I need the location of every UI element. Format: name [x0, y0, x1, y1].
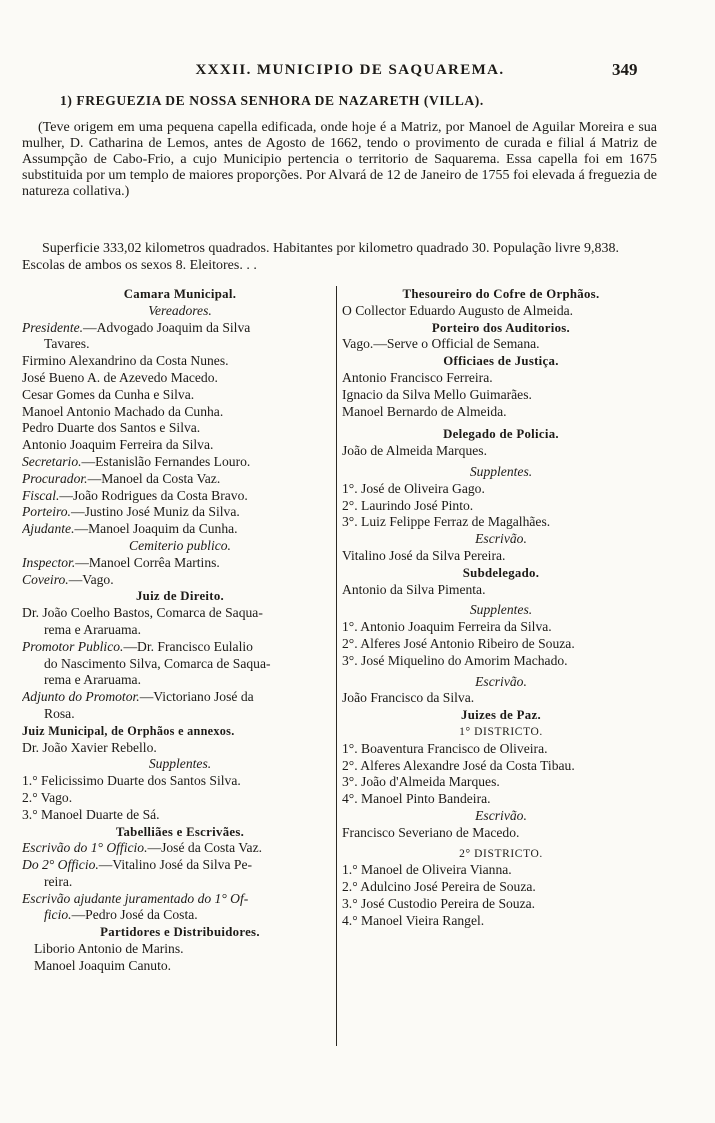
cemiterio-heading: Cemiterio publico. [129, 537, 231, 553]
distrito-2-item: 4.° Manoel Vieira Rangel. [342, 912, 485, 928]
coveiro-role: Coveiro. [22, 571, 69, 587]
adjunto-line [22, 689, 338, 706]
coveiro-name: —Vago. [68, 571, 114, 587]
secretario-role: Secretario. [22, 453, 82, 469]
promotor-line-cont: do Nascimento Silva, Comarca de Saqua- [44, 655, 271, 671]
partidor-item: Manoel Joaquim Canuto. [34, 957, 172, 973]
supplente-item: 3.° Manoel Duarte de Sá. [22, 806, 160, 822]
thesoureiro-heading: Thesoureiro do Cofre de Orphãos. [402, 287, 600, 301]
inspector-name: —Manoel Corrêa Martins. [75, 554, 220, 570]
escrivao-ajudante-line-cont [22, 907, 338, 924]
fiscal-role: Fiscal. [22, 487, 60, 503]
presidente-name: —Advogado Joaquim da Silva [83, 319, 251, 335]
distrito-1-heading: 1° DISTRICTO. [459, 725, 543, 738]
porteiro-line [22, 504, 338, 521]
page-number: 349 [612, 60, 638, 79]
escrivao-2-line-cont: reira. [44, 873, 73, 889]
vereador-item: Cesar Gomes da Cunha e Silva. [22, 386, 195, 402]
vereador-item: Pedro Duarte dos Santos e Silva. [22, 420, 201, 436]
porteiro-name: —Justino José Muniz da Silva. [70, 504, 240, 520]
delegado-supplente-item: 2°. Laurindo José Pinto. [342, 497, 474, 513]
thesoureiro-name: O Collector Eduardo Augusto de Almeida. [342, 302, 574, 318]
adjunto-line-cont: Rosa. [44, 705, 75, 721]
adjunto-role: Adjunto do Promotor. [22, 689, 140, 705]
distrito-2-item: 3.° José Custodio Pereira de Souza. [342, 895, 536, 911]
promotor-name: —Dr. Francisco Eulalio [123, 638, 253, 654]
adjunto-name: —Victoriano José da [139, 689, 254, 705]
distrito-1-item: 1°. Boaventura Francisco de Oliveira. [342, 740, 548, 756]
subdelegado-supplentes-heading: Supplentes. [469, 602, 533, 618]
coveiro-line [22, 572, 338, 589]
escrivao-ajudante-line [22, 891, 338, 908]
delegado-name: João de Almeida Marques. [342, 443, 487, 459]
ajudante-line [22, 521, 338, 538]
presidente-line-cont: Tavares. [44, 336, 90, 352]
delegado-escrivao-name: Vitalino José da Silva Pereira. [342, 547, 506, 563]
supplente-item: 2.° Vago. [22, 789, 73, 805]
juiz-direito-heading: Juiz de Direito. [135, 589, 225, 604]
escrivao-2-line [22, 857, 338, 874]
camara-heading: Camara Municipal. [123, 287, 237, 301]
porteiro-auditorios-heading: Porteiro dos Auditorios. [431, 320, 571, 335]
distrito-1-item: 3°. João d'Almeida Marques. [342, 774, 500, 790]
juiz-municipal-heading: Juiz Municipal, de Orphãos e annexos. [22, 723, 235, 738]
presidente-role: Presidente. [22, 319, 84, 335]
official-item: Antonio Francisco Ferreira. [342, 369, 493, 385]
escrivao-1-name: —José da Costa Vaz. [147, 840, 263, 856]
escrivao-1-line [22, 840, 338, 857]
vereador-item: José Bueno A. de Azevedo Macedo. [22, 369, 218, 385]
distrito-1-escrivao-heading: Escrivão. [475, 807, 527, 823]
delegado-heading: Delegado de Policia. [443, 427, 559, 442]
fiscal-line [22, 488, 338, 505]
escrivao-ajudante-name: —Pedro José da Costa. [71, 907, 198, 923]
juiz-direito-line: Dr. João Coelho Bastos, Comarca de Saqua- [22, 605, 263, 621]
running-header: XXXII. MUNICIPIO DE SAQUAREMA. [195, 62, 505, 78]
promotor-role: Promotor Publico. [22, 638, 124, 654]
subdelegado-name: Antonio da Silva Pimenta. [342, 581, 486, 597]
escrivao-1-role: Escrivão do 1° Officio. [22, 840, 148, 856]
delegado-escrivao-heading: Escrivão. [475, 531, 527, 547]
subdelegado-supplente-item: 2°. Alferes José Antonio Ribeiro de Souza. [342, 635, 575, 651]
juizes-paz-heading: Juizes de Paz. [461, 708, 541, 723]
procurador-line [22, 471, 338, 488]
ajudante-name: —Manoel Joaquim da Cunha. [74, 521, 238, 537]
distrito-1-item: 2°. Alferes Alexandre José da Costa Tibau. [342, 757, 575, 773]
distrito-2-item: 2.° Adulcino José Pereira de Souza. [342, 879, 536, 895]
vereador-item: Firmino Alexandrino da Costa Nunes. [22, 353, 229, 369]
juiz-direito-line-cont: rema e Araruama. [44, 621, 141, 637]
vereador-item: Antonio Joaquim Ferreira da Silva. [22, 437, 214, 453]
distrito-1-item: 4°. Manoel Pinto Bandeira. [342, 791, 491, 807]
subdelegado-heading: Subdelegado. [462, 565, 540, 580]
secretario-name: —Estanislão Fernandes Louro. [81, 453, 251, 469]
delegado-supplente-item: 1°. José de Oliveira Gago. [342, 480, 485, 496]
subdelegado-escrivao-name: João Francisco da Silva. [342, 690, 475, 706]
porteiro-role: Porteiro. [22, 504, 71, 520]
inspector-line [22, 555, 338, 572]
promotor-line-cont: rema e Araruama. [44, 672, 141, 688]
juiz-municipal-name: Dr. João Xavier Rebello. [22, 739, 157, 755]
procurador-role: Procurador. [22, 470, 88, 486]
promotor-line [22, 639, 338, 656]
statistics-paragraph: Superficie 333,02 kilometros quadrados. Habitantes por kilometro quadrado 30. População livre 9,838. Escolas de ambos os sexos 8. Eleitores. . . [22, 241, 619, 273]
fiscal-name: —João Rodrigues da Costa Bravo. [59, 487, 248, 503]
left-column [22, 286, 338, 975]
right-column [342, 286, 660, 929]
escrivao-ajudante-role-cont: ficio. [44, 907, 72, 923]
tabelliaes-heading: Tabelliães e Escrivães. [115, 824, 245, 839]
supplente-item: 1.° Felicissimo Duarte dos Santos Silva. [22, 773, 241, 789]
distrito-1-escrivao-name: Francisco Severiano de Macedo. [342, 824, 520, 840]
porteiro-auditorios-name: Vago.—Serve o Official de Semana. [342, 336, 540, 352]
delegado-supplente-item: 3°. Luiz Felippe Ferraz de Magalhães. [342, 514, 551, 530]
distrito-2-heading: 2° DISTRICTO. [459, 847, 543, 860]
distrito-2-item: 1.° Manoel de Oliveira Vianna. [342, 862, 512, 878]
ajudante-role: Ajudante. [22, 521, 75, 537]
official-item: Ignacio da Silva Mello Guimarães. [342, 386, 532, 402]
subdelegado-supplente-item: 3°. José Miquelino do Amorim Machado. [342, 652, 568, 668]
vereadores-heading: Vereadores. [148, 302, 212, 318]
officiaes-heading: Officiaes de Justiça. [443, 354, 559, 369]
inspector-role: Inspector. [22, 554, 76, 570]
official-item: Manoel Bernardo de Almeida. [342, 403, 507, 419]
partidores-heading: Partidores e Distribuidores. [100, 925, 260, 940]
history-paragraph: (Teve origem em uma pequena capella edificada, onde hoje é a Matriz, por Manoel de Aguilar Moreira e sua mulher, D. Catharina de Lemos, antes de Agosto de 1662, tendo o provimento de curada e filial á Matriz de Assumpção de Cabo-Frio, a cujo Municipio pertencia o territorio de Saquarema. Essa capella foi em 1675 substituida por um templo de maiores proporções. Por Alvará de 12 de Janeiro de 1755 foi elevada á freguezia de natureza collativa.) [22, 120, 657, 199]
vereador-item: Manoel Antonio Machado da Cunha. [22, 403, 224, 419]
section-title: 1) FREGUEZIA DE NOSSA SENHORA DE NAZARETH (VILLA). [60, 93, 484, 108]
procurador-name: —Manoel da Costa Vaz. [87, 470, 221, 486]
subdelegado-supplente-item: 1°. Antonio Joaquim Ferreira da Silva. [342, 619, 552, 635]
escrivao-2-role: Do 2° Officio. [22, 857, 99, 873]
presidente-line [22, 320, 338, 337]
supplentes-heading: Supplentes. [148, 756, 212, 772]
secretario-line [22, 454, 338, 471]
escrivao-2-name: —Vitalino José da Silva Pe- [98, 857, 253, 873]
partidor-item: Liborio Antonio de Marins. [34, 941, 184, 957]
delegado-supplentes-heading: Supplentes. [469, 463, 533, 479]
escrivao-ajudante-role: Escrivão ajudante juramentado do 1° Of- [22, 890, 249, 906]
subdelegado-escrivao-heading: Escrivão. [475, 673, 527, 689]
